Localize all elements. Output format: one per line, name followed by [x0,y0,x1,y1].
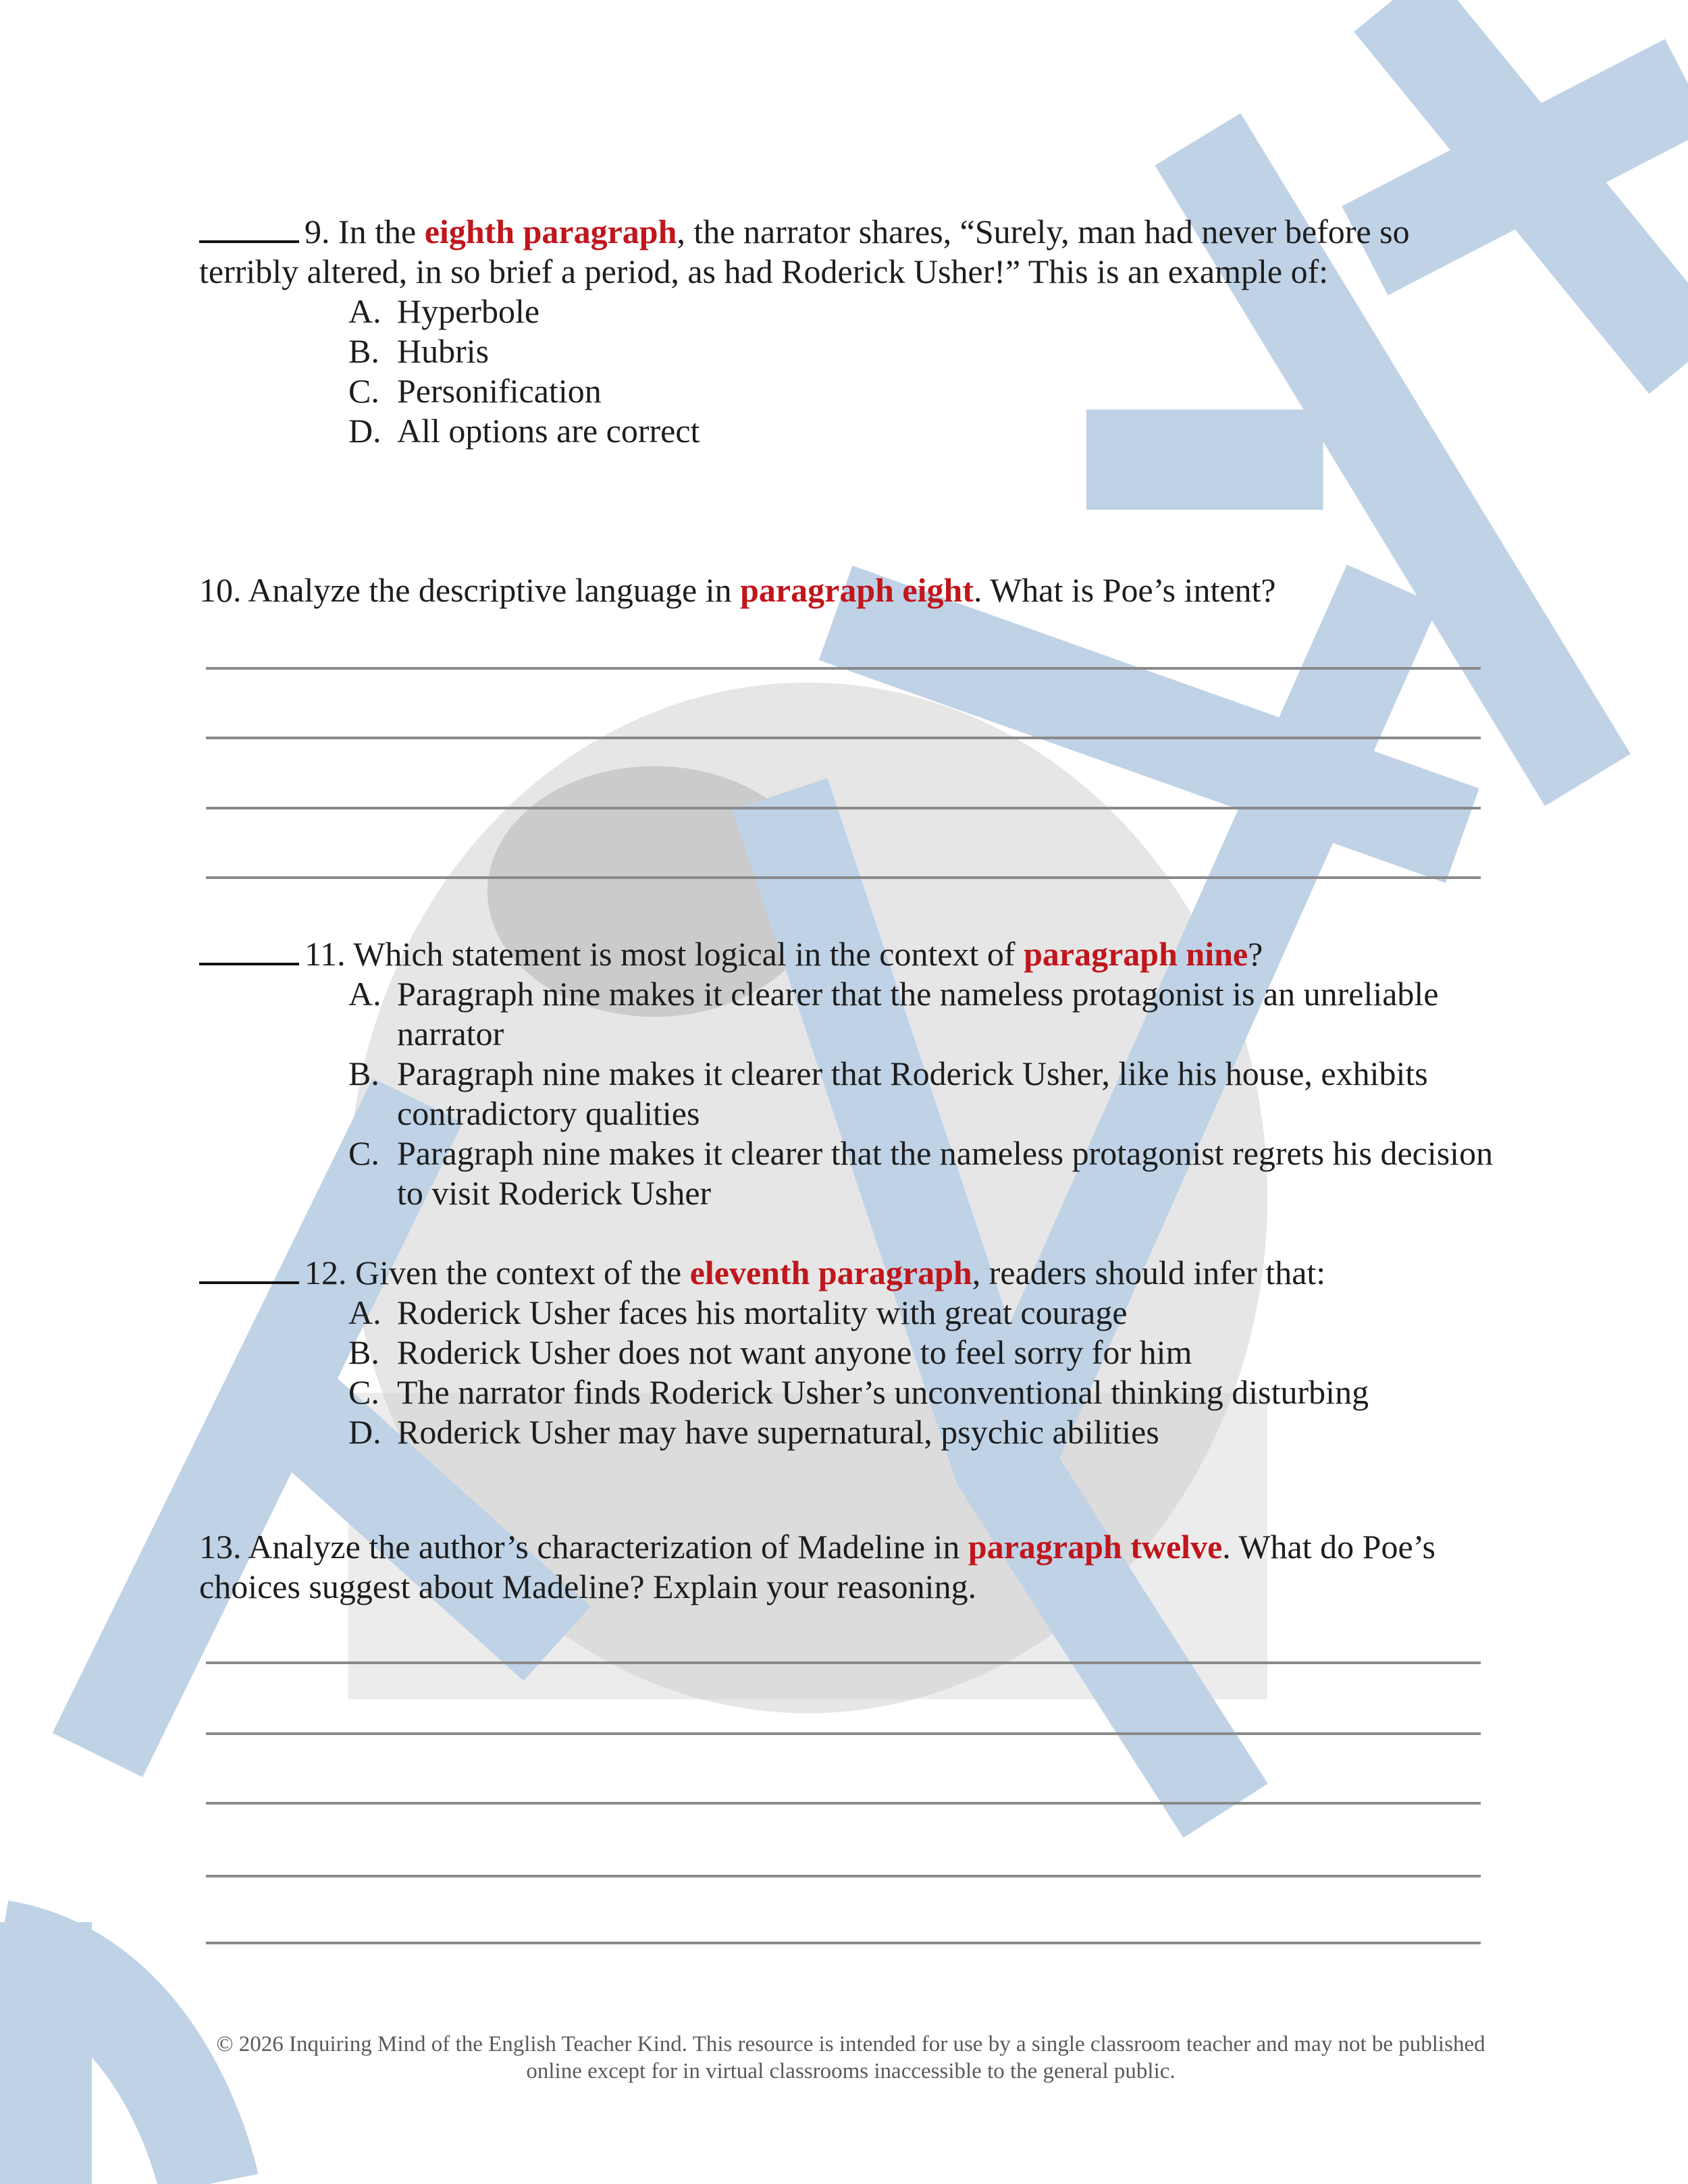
q9-text-2: , the narrator shares, “Surely, man had never before so terribly altered, in so brief a period, as had Roderick Usher!” This is an example of: [199,213,1410,290]
answer-line[interactable] [206,1942,1481,1944]
answer-line[interactable] [206,737,1481,739]
answer-blank-12[interactable] [199,1252,299,1284]
q9-highlight: eighth paragraph [424,213,677,250]
answer-line[interactable] [206,667,1481,670]
q9-option-d: D. All options are correct [348,412,700,450]
q11-option-b: B. Paragraph nine makes it clearer that Roderick Usher, like his house, exhibits contradictory qualities [348,1055,1428,1132]
q11-option-a: A. Paragraph nine makes it clearer that the nameless protagonist is an unreliable narrator [348,975,1439,1053]
q9-option-c: C. Personification [348,372,602,410]
answer-blank-11[interactable] [199,933,299,965]
answer-blank-9[interactable] [199,211,299,243]
answer-line[interactable] [206,807,1481,809]
answer-line[interactable] [206,1802,1481,1805]
question-9 [199,211,1496,451]
answer-line[interactable] [206,876,1481,879]
q12-option-c: C. The narrator finds Roderick Usher’s unconventional thinking disturbing [348,1373,1369,1411]
q12-option-b: B. Roderick Usher does not want anyone to feel sorry for him [348,1333,1192,1371]
q9-option-b: B. Hubris [348,332,490,370]
q12-option-a: A. Roderick Usher faces his mortality with great courage [348,1294,1128,1331]
question-11: 11. Which statement is most logical in the context of paragraph nine? A. Paragraph nine makes it clearer that the nameless protagonist is an unreliable narrator B. Paragraph nine makes it clearer that Roderick Usher, like his house, exhibits contradictory qualities C. Paragraph nine makes it clearer that the nameless protagonist regrets his decision to visit Roderick Usher [199,933,1496,1213]
q11-option-c: C. Paragraph nine makes it clearer that the nameless protagonist regrets his decision to visit Roderick Usher [348,1134,1494,1212]
question-12: 12. Given the context of the eleventh paragraph, readers should infer that: A. Roderick Usher faces his mortality with great courage B. Roderick Usher does not want anyone to feel sorry for him C. The narrator finds Roderick Usher’s unconventional thinking disturbing D. Roderick Usher may have supernatural, psychic abilities [199,1252,1496,1452]
q12-option-d: D. Roderick Usher may have supernatural, psychic abilities [348,1413,1159,1451]
copyright-footer: © 2026 Inquiring Mind of the English Teacher Kind. This resource is intended for use by a single classroom teacher and may not be published online except for in virtual classrooms inaccessible to the general public. [216,2032,1485,2083]
question-13: 13. Analyze the author’s characterization of Madeline in paragraph twelve. What do Poe’s choices suggest about Madeline? Explain your reasoning. [199,1528,1435,1605]
question-10: 10. Analyze the descriptive language in paragraph eight. What is Poe’s intent? [199,571,1276,609]
answer-line[interactable] [206,1661,1481,1664]
answer-line[interactable] [206,1732,1481,1735]
q9-option-a: A. Hyperbole [348,292,540,330]
answer-line[interactable] [206,1875,1481,1877]
q9-text-1: 9. In the [305,213,425,250]
